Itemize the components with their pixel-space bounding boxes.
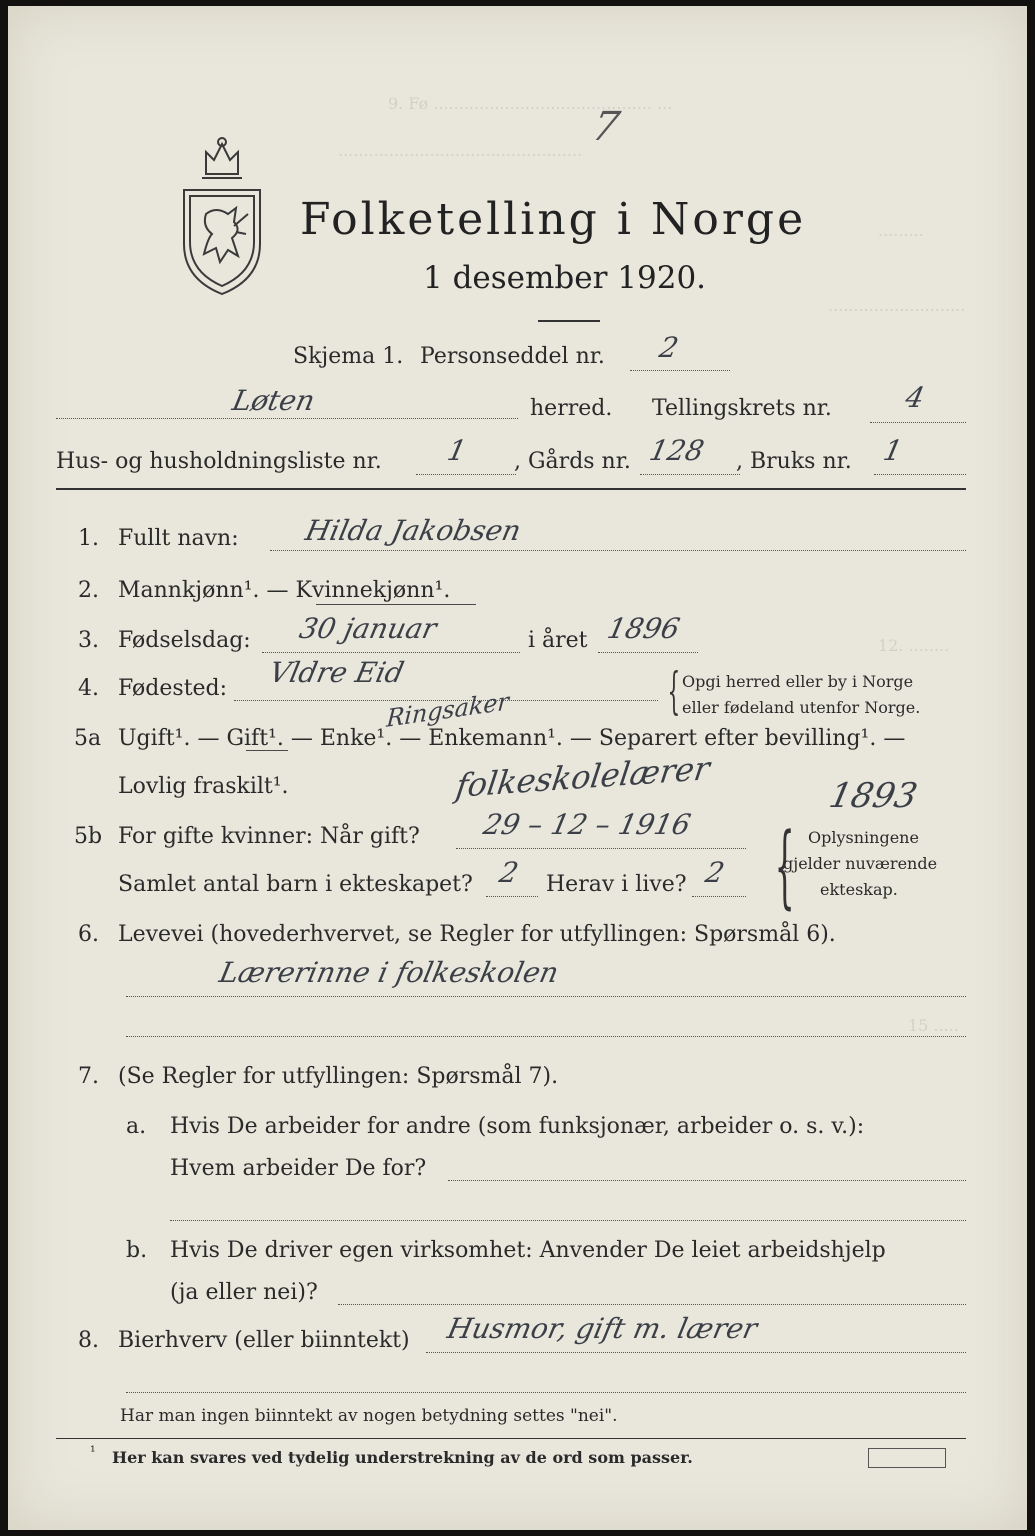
gards-line [640, 474, 740, 475]
footnote-text: Her kan svares ved tydelig understrekning av de ord som passer. [112, 1448, 693, 1467]
q6-line1 [126, 996, 966, 997]
bleed-through-text: 9. Fø ........................................... ... [388, 94, 673, 113]
schema-label: Skjema 1. [293, 344, 404, 369]
q6-value: Lærerinne i folkeskolen [216, 956, 562, 989]
q4-note-line2: eller fødeland utenfor Norge. [682, 698, 921, 717]
bruks-line [874, 474, 966, 475]
q5b-note-line1: Oplysningene [808, 828, 919, 847]
q8-value: Husmor, gift m. lærer [444, 1312, 761, 1345]
q6-line2 [126, 1036, 966, 1037]
q2-number: 2. [78, 578, 99, 603]
page-title: Folketelling i Norge [300, 194, 807, 245]
personseddel-line [630, 370, 730, 371]
krets-label: Tellingskrets nr. [652, 396, 832, 421]
q2-text: Mannkjønn¹. — Kvinnekjønn¹. [118, 578, 451, 603]
q7b-line [338, 1304, 966, 1305]
q3-value: 30 januar [296, 612, 440, 645]
q1-label: Fullt navn: [118, 526, 239, 551]
personseddel-value: 2 [656, 331, 682, 364]
q7b-text2: (ja eller nei)? [170, 1280, 318, 1305]
q7a-text: Hvis De arbeider for andre (som funksjonær, arbeider o. s. v.): [170, 1114, 865, 1139]
q4-number: 4. [78, 676, 99, 701]
q8-label: Bierhverv (eller biinntekt) [118, 1328, 410, 1353]
q5a-annotation-occupation: folkeskolelærer [453, 748, 713, 806]
q5b-label3: Herav i live? [546, 872, 687, 897]
q4-label: Fødested: [118, 676, 228, 701]
q5b-label: For gifte kvinner: Når gift? [118, 824, 420, 849]
q5a-text: Ugift¹. — Gift¹. — Enke¹. — Enkemann¹. — Separert efter bevilling¹. — [118, 726, 906, 751]
q3-year-line [598, 652, 698, 653]
q5b-value: 29 – 12 – 1916 [480, 808, 694, 841]
q1-number: 1. [78, 526, 99, 551]
krets-value: 4 [902, 381, 928, 414]
herred-label: herred. [530, 396, 613, 421]
q4-value: Vldre Eid [266, 656, 407, 689]
corner-mark: 7 [588, 104, 624, 150]
q5a-underline-gift [246, 750, 288, 751]
q7a-text2: Hvem arbeider De for? [170, 1156, 427, 1181]
bleed-through-text: ........................... [828, 296, 966, 315]
hus-line [416, 474, 516, 475]
footer-divider [56, 1438, 966, 1439]
q8-line1 [426, 1352, 966, 1353]
herred-value: Løten [229, 384, 318, 417]
q7-number: 7. [78, 1064, 99, 1089]
q7a-letter: a. [126, 1114, 147, 1139]
q3-label: Fødselsdag: [118, 628, 251, 653]
q5b-value2: 2 [496, 856, 522, 889]
q5b-note-line3: ekteskap. [820, 880, 898, 899]
gards-label: , Gårds nr. [514, 449, 631, 474]
q1-value: Hilda Jakobsen [302, 514, 524, 547]
q5b-label2: Samlet antal barn i ekteskapet? [118, 872, 473, 897]
q3-number: 3. [78, 628, 99, 653]
header-divider [56, 488, 966, 490]
printer-stamp [868, 1448, 946, 1468]
q7b-text: Hvis De driver egen virksomhet: Anvender De leiet arbeidshjelp [170, 1238, 886, 1263]
q5a-annotation-place: Ringsaker [385, 687, 510, 733]
footnote-mark: ¹ [90, 1444, 96, 1460]
q8-line2 [126, 1392, 966, 1393]
q5a-annotation-year: 1893 [825, 776, 921, 816]
footer-note: Har man ingen biinntekt av nogen betydning settes "nei". [120, 1406, 618, 1426]
q3-year-value: 1896 [604, 612, 683, 645]
q5b-line [456, 848, 746, 849]
q4-note-line1: Opgi herred eller by i Norge [682, 672, 914, 691]
q5b-brace: { [774, 814, 795, 919]
bruks-label: , Bruks nr. [736, 449, 852, 474]
personseddel-label: Personseddel nr. [420, 344, 605, 369]
q5b-line2 [486, 896, 538, 897]
q5b-number: 5b [74, 824, 103, 849]
q8-number: 8. [78, 1328, 99, 1353]
q3-year-label: i året [528, 628, 588, 653]
q7b-letter: b. [126, 1238, 148, 1263]
krets-line [870, 422, 966, 423]
bleed-through-text: ......... [878, 221, 924, 240]
bleed-through-text: 12. ........ [878, 636, 950, 655]
q7a-line1 [448, 1180, 966, 1181]
q5b-note-line2: gjelder nuværende [783, 854, 938, 873]
gards-value: 128 [646, 434, 707, 467]
q5a-text2: Lovlig fraskilt¹. [118, 774, 289, 799]
hus-label: Hus- og husholdningsliste nr. [56, 449, 382, 474]
hus-value: 1 [444, 434, 470, 467]
bleed-through-text: 15 ..... [908, 1016, 959, 1035]
q5a-number: 5a [74, 726, 102, 751]
census-form-sheet [8, 6, 1027, 1530]
herred-line [56, 418, 518, 419]
q6-label: Levevei (hovederhvervet, se Regler for utfyllingen: Spørsmål 6). [118, 922, 836, 947]
q5b-value3: 2 [702, 856, 728, 889]
bleed-through-text: ................................................ [338, 141, 583, 160]
census-date: 1 desember 1920. [423, 260, 707, 296]
norwegian-coat-of-arms-icon [176, 134, 268, 298]
q3-line [262, 652, 520, 653]
q5b-line3 [692, 896, 746, 897]
q7a-line2 [170, 1220, 966, 1221]
q1-line [270, 550, 966, 551]
q2-underline-kvinnekjonn [316, 604, 476, 605]
title-separator [538, 320, 600, 322]
bruks-value: 1 [880, 434, 906, 467]
q4-brace: { [667, 662, 681, 720]
q7-label: (Se Regler for utfyllingen: Spørsmål 7). [118, 1064, 559, 1089]
q6-number: 6. [78, 922, 99, 947]
